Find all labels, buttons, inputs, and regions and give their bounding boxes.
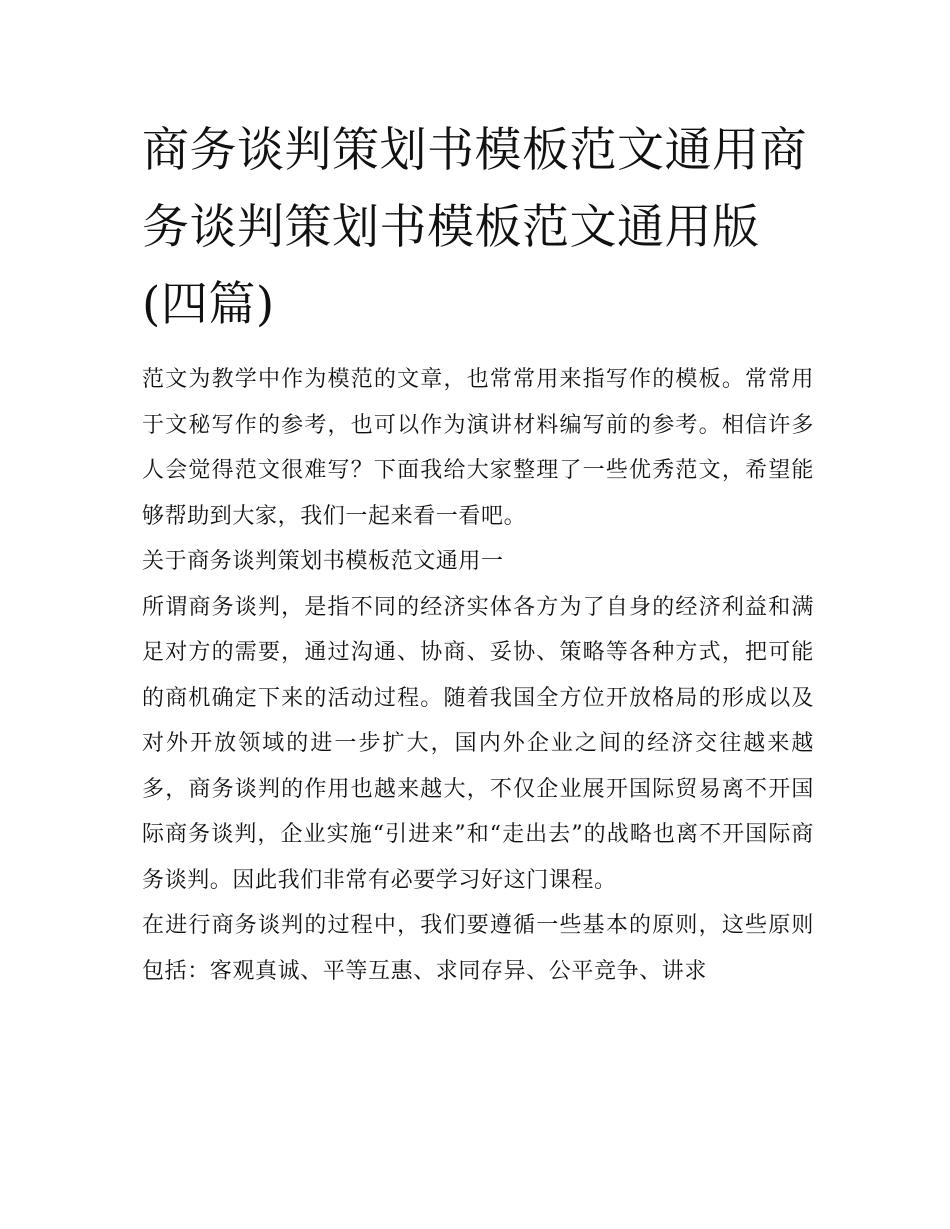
section-heading: 关于商务谈判策划书模板范文通用一 [142, 549, 504, 574]
document-page [142, 112, 814, 994]
body-paragraph-2: 在进行商务谈判的过程中，我们要遵循一些基本的原则，这些原则包括：客观真诚、平等互惠、求同存异、公平竞争、讲求 [142, 913, 814, 984]
body-paragraph-1: 所谓商务谈判，是指不同的经济实体各方为了自身的经济利益和满足对方的需要，通过沟通、协商、妥协、策略等各种方式，把可能的商机确定下来的活动过程。随着我国全方位开放格局的形成以及对外开放领域的进一步扩大，国内外企业之间的经济交往越来越多，商务谈判的作用也越来越大，不仅企业展开国际贸易离不开国际商务谈判，企业实施“引进来”和“走出去”的战略也离不开国际商务谈判。因此我们非常有必要学习好这门课程。 [142, 594, 814, 893]
document-title: 商务谈判策划书模板范文通用商务谈判策划书模板范文通用版(四篇) [142, 123, 807, 332]
intro-paragraph: 范文为教学中作为模范的文章，也常常用来指写作的模板。常常用于文秘写作的参考，也可以作为演讲材料编写前的参考。相信许多人会觉得范文很难写？下面我给大家整理了一些优秀范文，希望能够帮助到大家，我们一起来看一看吧。 [142, 367, 814, 529]
